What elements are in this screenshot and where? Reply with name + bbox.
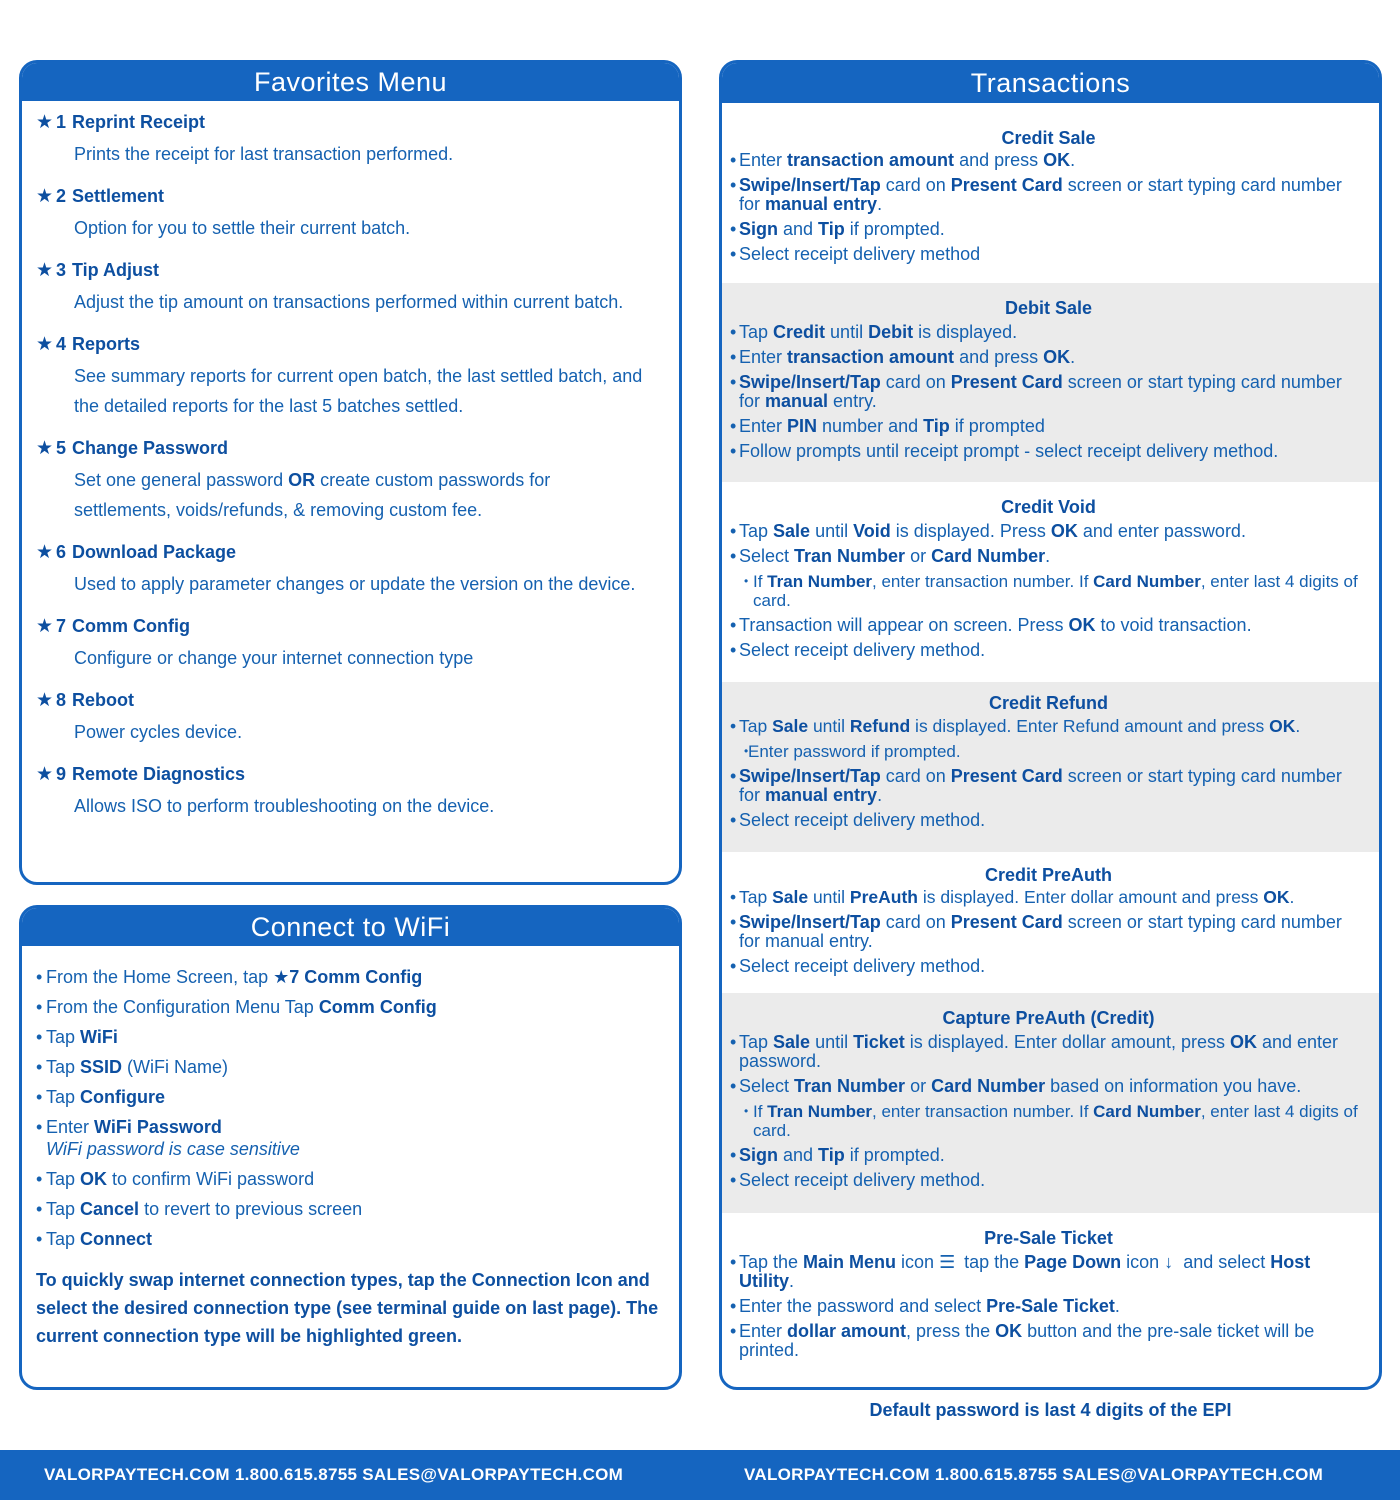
footer-contact-right: VALORPAYTECH.COM 1.800.615.8755 SALES@VALORPAYTECH.COM [744, 1465, 1324, 1484]
star-icon: ★ [273, 967, 290, 987]
default-password-note: Default password is last 4 digits of the EPI [869, 1400, 1232, 1420]
favorite-title: Comm Config [72, 616, 190, 636]
section-credit-preauth [722, 852, 1379, 993]
favorite-description: See summary reports for current open batch, the last settled batch, and the detailed reports for the last 5 batches settled. [74, 366, 643, 416]
step: • Swipe/Insert/Tap card on Present Card screen or start typing card number for manual entry. [730, 176, 1367, 214]
step: • Tap Sale until PreAuth is displayed. Enter dollar amount and press OK. [730, 888, 1367, 907]
star-icon: ★ [36, 616, 54, 637]
transactions-panel [719, 60, 1382, 1390]
favorite-description: Power cycles device. [74, 722, 243, 742]
favorite-item: ★ 7 Comm Config Configure or change your internet connection type [36, 615, 665, 673]
star-icon: ★ [36, 542, 54, 563]
favorite-title: Reports [72, 334, 141, 354]
wifi-step: • Tap Connect [36, 1228, 665, 1250]
favorite-title: Download Package [72, 542, 237, 562]
star-icon: ★ [36, 690, 54, 711]
connect-wifi-panel [19, 905, 682, 1390]
step: • Select receipt delivery method [730, 245, 1367, 264]
connect-wifi-title: Connect to WiFi [22, 908, 679, 946]
favorite-title: Reboot [72, 690, 134, 710]
favorite-item: ★ 9 Remote Diagnostics Allows ISO to perform troubleshooting on the device. [36, 763, 665, 821]
favorites-menu-panel [19, 60, 682, 885]
step: • Swipe/Insert/Tap card on Present Card screen or start typing card number for manual entry. [730, 913, 1367, 951]
favorite-title: Settlement [72, 186, 165, 206]
favorite-item: ★ 4 Reports See summary reports for current open batch, the last settled batch, and the detailed reports for the last 5 batches settled. [36, 333, 665, 421]
step: • Enter transaction amount and press OK. [730, 348, 1367, 367]
favorite-item: ★ 6 Download Package Used to apply parameter changes or update the version on the device. [36, 541, 665, 599]
favorite-description: Configure or change your internet connection type [74, 648, 474, 668]
step: • Tap Sale until Refund is displayed. Enter Refund amount and press OK. [730, 717, 1367, 736]
step: • Enter transaction amount and press OK. [730, 151, 1367, 170]
step: • Select receipt delivery method. [730, 1171, 1367, 1190]
transactions-title: Transactions [722, 63, 1379, 103]
section-title: Credit Refund [989, 693, 1108, 713]
step: • Select Tran Number or Card Number based on information you have. [730, 1077, 1367, 1096]
section-title: Debit Sale [1004, 298, 1093, 318]
favorite-description: Option for you to settle their current batch. [74, 218, 411, 238]
section-title: Credit PreAuth [984, 865, 1112, 885]
footer-bar [0, 1450, 1400, 1500]
section-credit-sale [722, 103, 1379, 283]
star-icon: ★ [36, 438, 54, 459]
favorite-item: ★ 8 Reboot Power cycles device. [36, 689, 665, 747]
step: • Sign and Tip if prompted. [730, 1146, 1367, 1165]
section-debit-sale [722, 283, 1379, 482]
sub-step: • If Tran Number, enter transaction number. If Card Number, enter last 4 digits of card. [730, 1102, 1367, 1140]
favorite-item: ★ 3 Tip Adjust Adjust the tip amount on transactions performed within current batch. [36, 259, 665, 317]
step: • Select receipt delivery method. [730, 641, 1367, 660]
star-icon: ★ [36, 334, 54, 355]
favorite-description: Used to apply parameter changes or update the version on the device. [74, 574, 636, 594]
step: • Tap Sale until Ticket is displayed. Enter dollar amount, press OK and enter password. [730, 1033, 1367, 1071]
step: • Tap Credit until Debit is displayed. [730, 323, 1367, 342]
favorite-item: ★ 1 Reprint Receipt Prints the receipt for last transaction performed. [36, 111, 665, 169]
section-title: Capture PreAuth (Credit) [942, 1008, 1155, 1028]
step: • Select receipt delivery method. [730, 811, 1367, 830]
step: • Swipe/Insert/Tap card on Present Card screen or start typing card number for manual entry. [730, 373, 1367, 411]
step: • Select receipt delivery method. [730, 957, 1367, 976]
favorite-description: Prints the receipt for last transaction performed. [74, 144, 454, 164]
step: • Enter dollar amount, press the OK button and the pre-sale ticket will be printed. [730, 1322, 1367, 1360]
favorite-item: ★ 2 Settlement Option for you to settle their current batch. [36, 185, 665, 243]
wifi-step: • Tap Cancel to revert to previous screen [36, 1198, 665, 1220]
favorite-description: Allows ISO to perform troubleshooting on the device. [74, 796, 495, 816]
section-title: Credit Sale [1001, 128, 1096, 148]
section-credit-void [722, 482, 1379, 682]
sub-step: • Enter password if prompted. [730, 742, 1367, 761]
favorite-title: Change Password [72, 438, 229, 458]
section-capture-preauth [722, 993, 1379, 1213]
step: • Tap the Main Menu icon ☰ tap the Page Down icon ↓ and select Host Utility. [730, 1253, 1367, 1291]
step: • Enter the password and select Pre-Sale Ticket. [730, 1297, 1367, 1316]
wifi-step: • From the Home Screen, tap ★7 Comm Config [36, 966, 665, 988]
star-icon: ★ [36, 186, 54, 207]
wifi-step: • Tap Configure [36, 1086, 665, 1108]
favorites-menu-title: Favorites Menu [22, 63, 679, 101]
wifi-steps [22, 946, 679, 1250]
star-icon: ★ [36, 260, 54, 281]
step: • Swipe/Insert/Tap card on Present Card screen or start typing card number for manual entry. [730, 767, 1367, 805]
wifi-step: • Enter WiFi Password WiFi password is case sensitive [36, 1116, 665, 1160]
wifi-step: • Tap WiFi [36, 1026, 665, 1048]
star-icon: ★ [36, 764, 54, 785]
favorite-item: ★ 5 Change Password Set one general password OR create custom passwords for settlements, voids/refunds, & removing custom fee. [36, 437, 665, 525]
favorites-list [22, 101, 679, 821]
wifi-footer-note: To quickly swap internet connection types, tap the Connection Icon and select the desired connection type (see terminal guide on last page). The current connection type will be highlighted green. [36, 1270, 659, 1346]
menu-icon: ☰ [939, 1252, 956, 1272]
wifi-note: WiFi password is case sensitive [46, 1139, 300, 1159]
wifi-step: • Tap OK to confirm WiFi password [36, 1168, 665, 1190]
wifi-step: • From the Configuration Menu Tap Comm Config [36, 996, 665, 1018]
step: • Enter PIN number and Tip if prompted [730, 417, 1367, 436]
step: • Select Tran Number or Card Number. [730, 547, 1367, 566]
favorite-description: Set one general password OR create custom passwords for settlements, voids/refunds, & removing custom fee. [74, 470, 551, 520]
sub-step: • If Tran Number, enter transaction number. If Card Number, enter last 4 digits of card. [730, 572, 1367, 610]
star-icon: ★ [36, 112, 54, 133]
step: • Tap Sale until Void is displayed. Press OK and enter password. [730, 522, 1367, 541]
step: • Follow prompts until receipt prompt - select receipt delivery method. [730, 442, 1367, 461]
favorite-description: Adjust the tip amount on transactions performed within current batch. [74, 292, 624, 312]
section-title: Credit Void [1001, 497, 1096, 517]
favorite-title: Remote Diagnostics [72, 764, 246, 784]
footer-contact-left: VALORPAYTECH.COM 1.800.615.8755 SALES@VALORPAYTECH.COM [44, 1465, 624, 1484]
section-pre-sale-ticket [722, 1213, 1379, 1383]
arrow-down-icon: ↓ [1164, 1252, 1174, 1272]
step: • Sign and Tip if prompted. [730, 220, 1367, 239]
favorite-title: Tip Adjust [72, 260, 159, 280]
section-title: Pre-Sale Ticket [984, 1228, 1113, 1248]
section-credit-refund [722, 682, 1379, 852]
wifi-step: • Tap SSID (WiFi Name) [36, 1056, 665, 1078]
step: • Transaction will appear on screen. Press OK to void transaction. [730, 616, 1367, 635]
favorite-title: Reprint Receipt [72, 112, 206, 132]
